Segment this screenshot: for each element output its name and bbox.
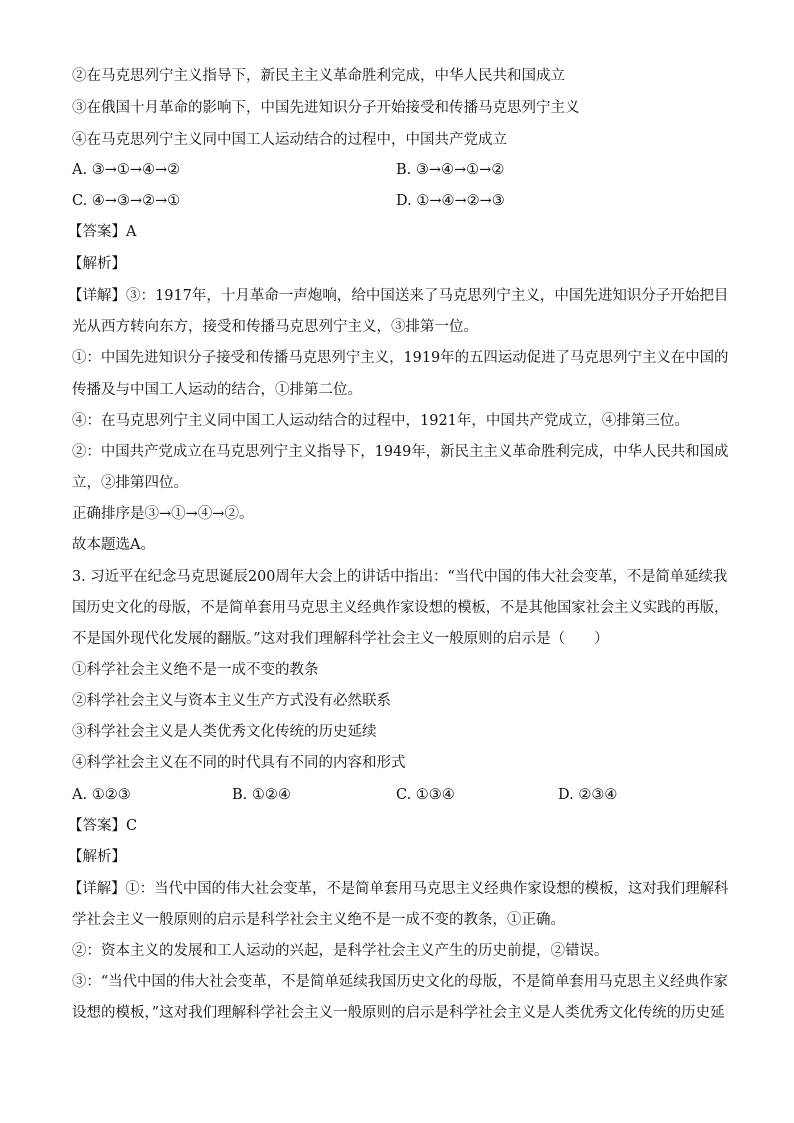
q3-option-b: B. ①②④	[232, 787, 291, 803]
q3-stem-line: 不是国外现代化发展的翻版。”这对我们理解科学社会主义一般原则的启示是（ ）	[72, 631, 609, 647]
q2-option-b: B. ③→④→①→②	[396, 162, 505, 178]
q3-stem-line: 国历史文化的母版，不是简单套用马克思主义经典作家设想的模板，不是其他国家社会主义实践的再版，	[72, 600, 729, 616]
q3-detail-line: 学社会主义一般原则的启示是科学社会主义绝不是一成不变的教条，①正确。	[72, 912, 565, 928]
q2-detail-line: 【详解】③：1917年，十月革命一声炮响，给中国送来了马克思列宁主义，中国先进知识分子开始把目	[68, 288, 729, 304]
q2-detail-line: 立，②排第四位。	[72, 475, 188, 491]
q2-detail-line: ④：在马克思列宁主义同中国工人运动结合的过程中，1921年，中国共产党成立，④排第三位。	[72, 413, 689, 429]
q2-option-d: D. ①→④→②→③	[396, 193, 505, 209]
q2-detail-line: ①：中国先进知识分子接受和传播马克思列宁主义，1919年的五四运动促进了马克思列宁主义在中国的	[72, 350, 729, 366]
q2-analysis-label: 【解析】	[68, 256, 126, 272]
q2-correct-order: 正确排序是③→①→④→②。	[72, 506, 254, 522]
q3-item-3: ③科学社会主义是人类优秀文化传统的历史延续	[72, 724, 377, 740]
q3-detail-line: 设想的模板，”这对我们理解科学社会主义一般原则的启示是科学社会主义是人类优秀文化传统的历史延	[72, 1005, 725, 1021]
q2-item-3: ③在俄国十月革命的影响下，中国先进知识分子开始接受和传播马克思列宁主义	[72, 100, 580, 116]
q3-item-4: ④科学社会主义在不同的时代具有不同的内容和形式	[72, 755, 406, 771]
q3-stem-line: 3. 习近平在纪念马克思诞辰200周年大会上的讲话中指出：“当代中国的伟大社会变革，不是简单延续我	[72, 569, 728, 585]
q3-option-a: A. ①②③	[72, 787, 131, 803]
q2-option-a: A. ③→①→④→②	[72, 162, 181, 178]
q2-item-2: ②在马克思列宁主义指导下，新民主主义革命胜利完成，中华人民共和国成立	[72, 68, 565, 84]
q3-option-d: D. ②③④	[558, 787, 618, 803]
q2-option-c: C. ④→③→②→①	[72, 193, 181, 209]
q3-analysis-label: 【解析】	[68, 849, 126, 865]
q3-item-1: ①科学社会主义绝不是一成不变的教条	[72, 662, 319, 678]
q3-detail-line: 【详解】①：当代中国的伟大社会变革，不是简单套用马克思主义经典作家设想的模板，这对我们理解科	[68, 881, 729, 897]
q3-answer: 【答案】C	[68, 818, 138, 834]
q2-detail-line: 传播及与中国工人运动的结合，①排第二位。	[72, 382, 362, 398]
q3-option-c: C. ①③④	[396, 787, 455, 803]
q2-detail-line: ②：中国共产党成立在马克思列宁主义指导下，1949年，新民主主义革命胜利完成，中华人民共和国成	[72, 444, 729, 460]
q2-item-4: ④在马克思列宁主义同中国工人运动结合的过程中，中国共产党成立	[72, 132, 507, 148]
q3-detail-line: ③：“当代中国的伟大社会变革，不是简单延续我国历史文化的母版，不是简单套用马克思主义经典作家	[72, 974, 728, 990]
q2-conclusion: 故本题选A。	[72, 537, 155, 553]
q3-detail-line: ②：资本主义的发展和工人运动的兴起，是科学社会主义产生的历史前提，②错误。	[72, 943, 609, 959]
q2-answer: 【答案】A	[68, 224, 137, 240]
q3-item-2: ②科学社会主义与资本主义生产方式没有必然联系	[72, 693, 391, 709]
q2-detail-line: 光从西方转向东方，接受和传播马克思列宁主义，③排第一位。	[72, 319, 478, 335]
